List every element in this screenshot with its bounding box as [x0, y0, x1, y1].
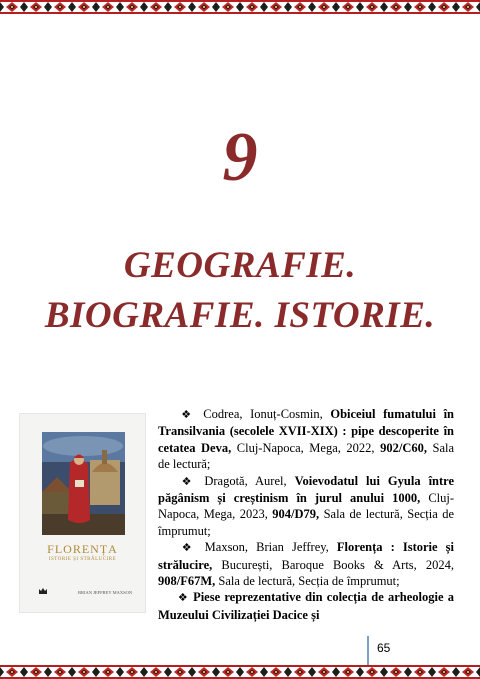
book-cover-image: [19, 413, 146, 613]
entry-location: Sala de lectură;: [158, 440, 455, 472]
cover-subtitle: ISTORIE ȘI STRĂLUCIRE: [48, 557, 117, 562]
cover-author: BRIAN JEFFREY MAXSON: [78, 590, 133, 595]
chapter-title-line-2: BIOGRAFIE. ISTORIE.: [44, 295, 436, 336]
entry-location: Sala de lectură, Secția de împrumut;: [218, 574, 400, 589]
footer-rule: [367, 636, 369, 665]
entry-author: Codrea, Ionuț-Cosmin,: [203, 407, 323, 421]
entry-title: Voievodatul lui Gyula între păgânism și creștinism în jurul anului 1000,: [158, 473, 455, 506]
bibliography-entry: [158, 589, 454, 623]
bullet-icon: ❖: [176, 591, 189, 605]
bullet-icon: ❖: [176, 541, 197, 555]
entry-publisher: Cluj-Napoca, Mega, 2023,: [158, 491, 455, 522]
chapter-title-line-1: GEOGRAFIE.: [123, 245, 357, 286]
entry-shelfmark: 904/D79,: [272, 507, 320, 522]
entry-publisher: Cluj-Napoca, Mega, 2022,: [236, 440, 375, 455]
cover-painting: [42, 432, 125, 535]
entry-shelfmark: 908/F67M,: [158, 574, 216, 589]
decorative-border-bottom: [0, 665, 480, 679]
bibliography-entry: [158, 406, 454, 473]
entry-location: Sala de lectură, Secția de împrumut;: [158, 507, 455, 538]
entry-title: Obiceiul fumatului în Transilvania (secolele XVII-XIX) : pipe descoperite în cetatea Deva,: [158, 407, 454, 455]
entry-shelfmark: 902/C60,: [380, 440, 427, 455]
decorative-border-top: [0, 0, 480, 14]
chapter-number: 9: [222, 119, 258, 196]
entry-publisher: București, Baroque Books & Arts, 2024,: [221, 557, 455, 572]
entry-title: Piese reprezentative din colecția de arheologie a Muzeului Civilizației Dacice și: [158, 590, 455, 622]
entry-title: Florența : Istorie și strălucire,: [158, 540, 454, 572]
bullet-icon: ❖: [176, 408, 196, 421]
bibliography-list: [158, 406, 454, 623]
publisher-crown-icon: [38, 586, 48, 596]
entry-author: Maxson, Brian Jeffrey,: [204, 540, 329, 555]
bibliography-entry: [158, 473, 454, 540]
bullet-icon: ❖: [176, 474, 197, 488]
page-number: 65: [377, 641, 391, 655]
bibliography-entry: [158, 539, 454, 589]
entry-author: Dragotă, Aurel,: [204, 473, 287, 488]
cover-title: FLORENȚA: [47, 542, 118, 556]
